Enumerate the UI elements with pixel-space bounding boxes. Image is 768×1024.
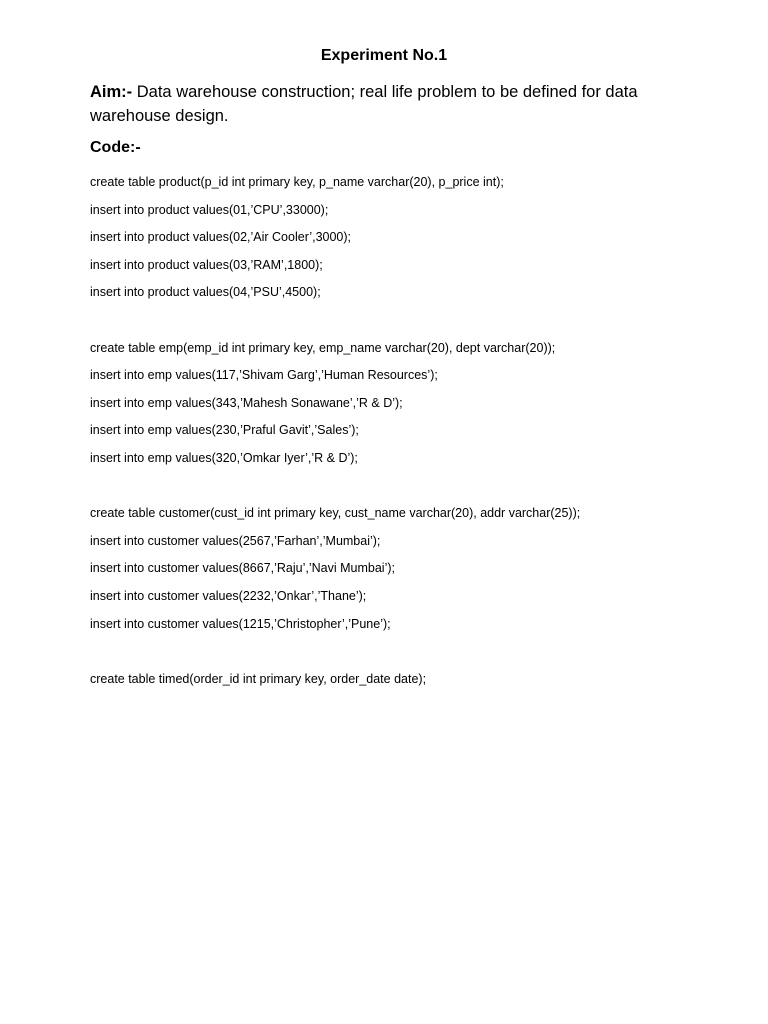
code-line: insert into product values(03,’RAM’,1800); [90, 257, 323, 272]
blank-line [90, 310, 730, 338]
code-line: create table emp(emp_id int primary key, emp_name varchar(20), dept varchar(20)); [90, 340, 556, 355]
code-line: insert into product values(01,’CPU’,33000); [90, 202, 329, 217]
code-line: insert into customer values(2232,’Onkar’,’Thane’); [90, 588, 367, 603]
code-line: create table customer(cust_id int primary key, cust_name varchar(20), addr varchar(25)); [90, 506, 581, 521]
code-line: insert into emp values(117,’Shivam Garg’,’Human Resources’); [90, 368, 438, 383]
aim-paragraph [90, 80, 690, 128]
aim-text: Data warehouse construction; real life problem to be defined for data warehouse design. [90, 83, 638, 125]
code-block [90, 172, 730, 696]
code-line: insert into customer values(2567,’Farhan’,’Mumbai’); [90, 533, 381, 548]
code-line: insert into customer values(1215,’Christopher’,’Pune’); [90, 616, 391, 631]
page-title: Experiment No.1 [320, 47, 448, 64]
code-line: create table timed(order_id int primary key, order_date date); [90, 671, 427, 686]
code-line: insert into emp values(343,’Mahesh Sonawane’,’R & D’); [90, 395, 403, 410]
code-line: insert into emp values(230,’Praful Gavit’,’Sales’); [90, 423, 359, 438]
blank-line [90, 641, 730, 669]
code-heading: Code:- [90, 139, 141, 156]
code-line: insert into product values(02,’Air Cooler’,3000); [90, 230, 352, 245]
code-line: insert into emp values(320,’Omkar Iyer’,’R & D’); [90, 450, 358, 465]
code-line: insert into customer values(8667,’Raju’,’Navi Mumbai’); [90, 561, 395, 576]
blank-line [90, 476, 730, 504]
code-line: create table product(p_id int primary key, p_name varchar(20), p_price int); [90, 175, 504, 189]
code-line: insert into product values(04,’PSU’,4500); [90, 285, 321, 300]
aim-label: Aim:- [90, 83, 133, 101]
